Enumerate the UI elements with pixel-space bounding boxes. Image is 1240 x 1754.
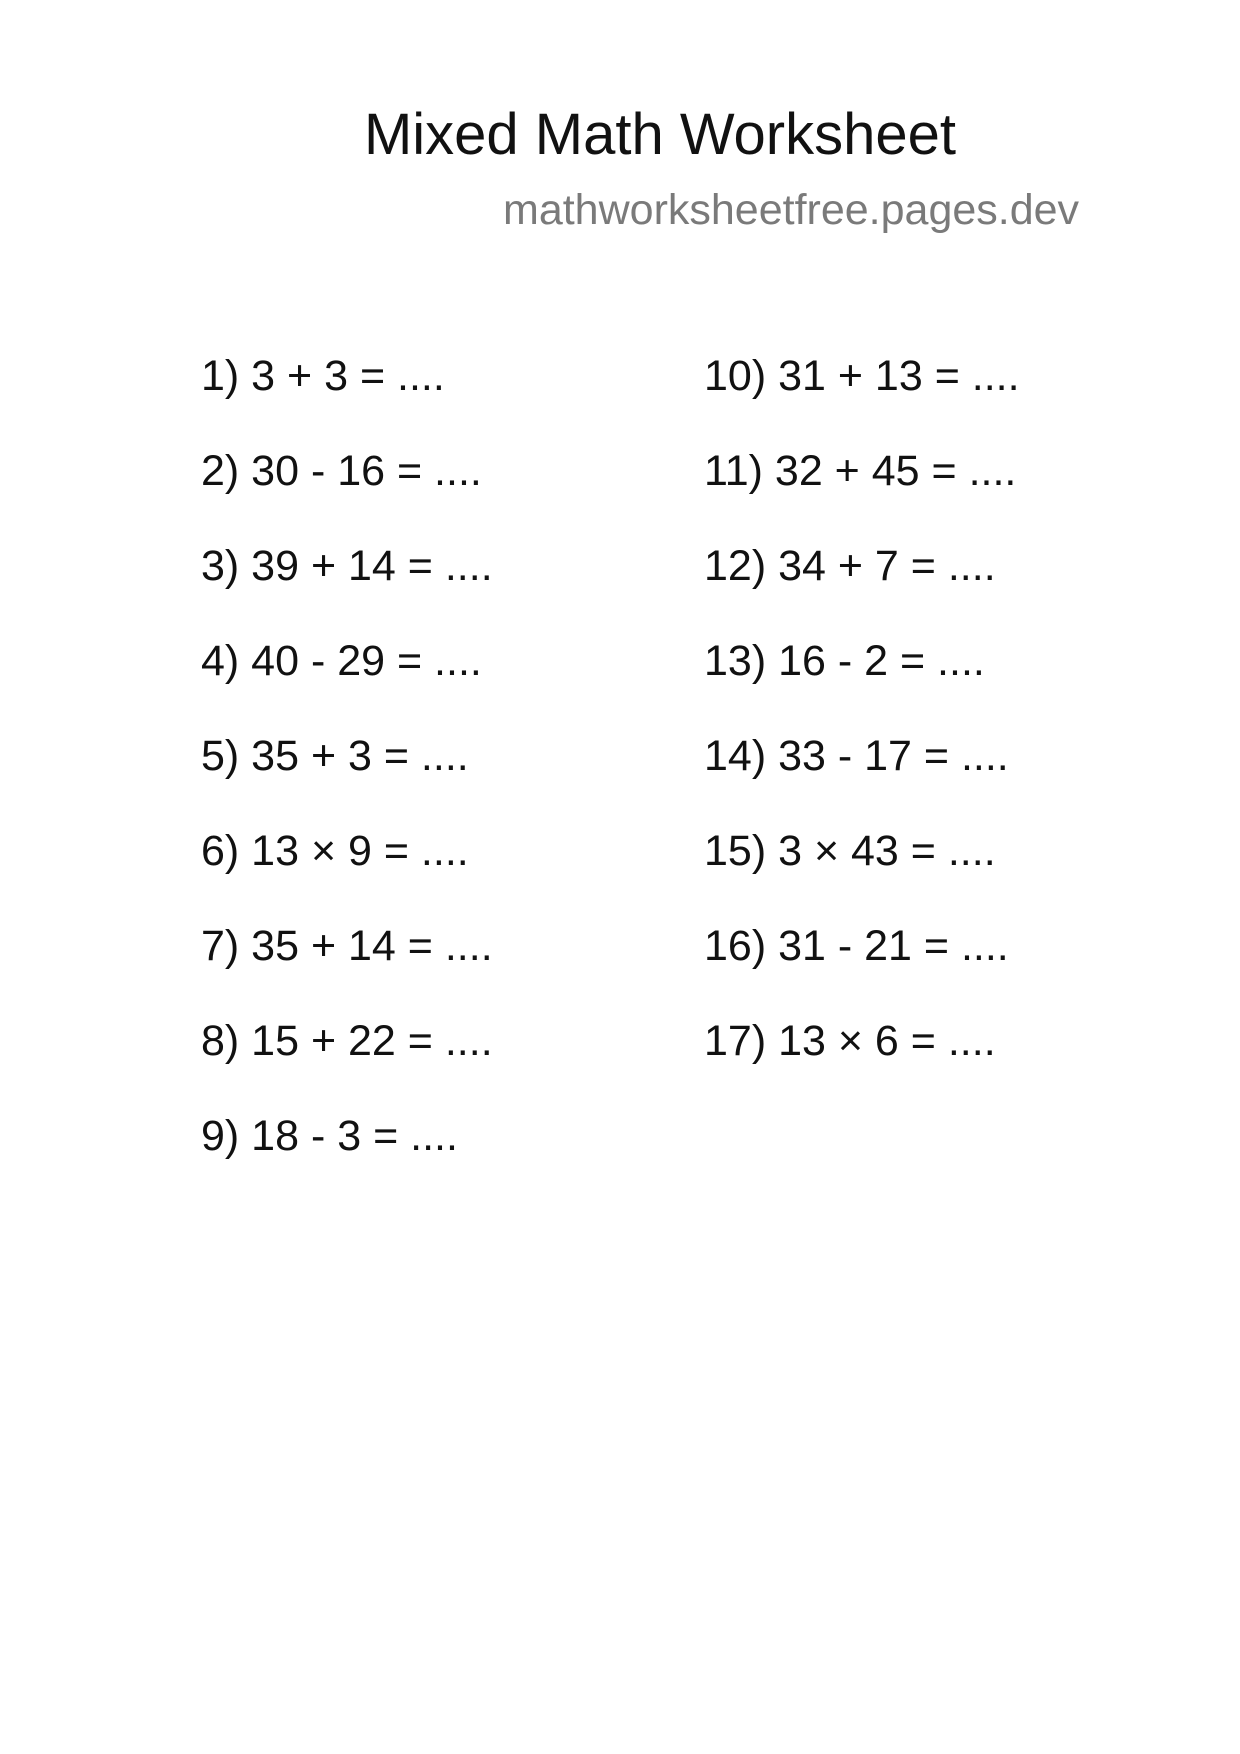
- problem-item: 5) 35 + 3 = ....: [201, 732, 469, 780]
- problem-list-left: [201, 348, 493, 1203]
- problem-item: 3) 39 + 14 = ....: [201, 542, 493, 590]
- problem-item: 13) 16 - 2 = ....: [704, 637, 985, 685]
- problem-item: 17) 13 × 6 = ....: [704, 1017, 996, 1065]
- problem-item: 11) 32 + 45 = ....: [704, 447, 1017, 495]
- problem-item: 12) 34 + 7 = ....: [704, 542, 996, 590]
- problem-item: 9) 18 - 3 = ....: [201, 1112, 458, 1160]
- problem-list-right: [704, 348, 1020, 1108]
- problem-item: 6) 13 × 9 = ....: [201, 827, 469, 875]
- problem-item: 10) 31 + 13 = ....: [704, 352, 1020, 400]
- problem-item: 4) 40 - 29 = ....: [201, 637, 482, 685]
- problem-item: 7) 35 + 14 = ....: [201, 922, 493, 970]
- problem-item: 15) 3 × 43 = ....: [704, 827, 996, 875]
- site-url: mathworksheetfree.pages.dev: [503, 186, 1080, 234]
- problem-item: 14) 33 - 17 = ....: [704, 732, 1009, 780]
- problem-item: 16) 31 - 21 = ....: [704, 922, 1009, 970]
- problem-item: 8) 15 + 22 = ....: [201, 1017, 493, 1065]
- problem-item: 2) 30 - 16 = ....: [201, 447, 482, 495]
- page-title: Mixed Math Worksheet: [363, 102, 957, 167]
- problem-item: 1) 3 + 3 = ....: [201, 352, 445, 400]
